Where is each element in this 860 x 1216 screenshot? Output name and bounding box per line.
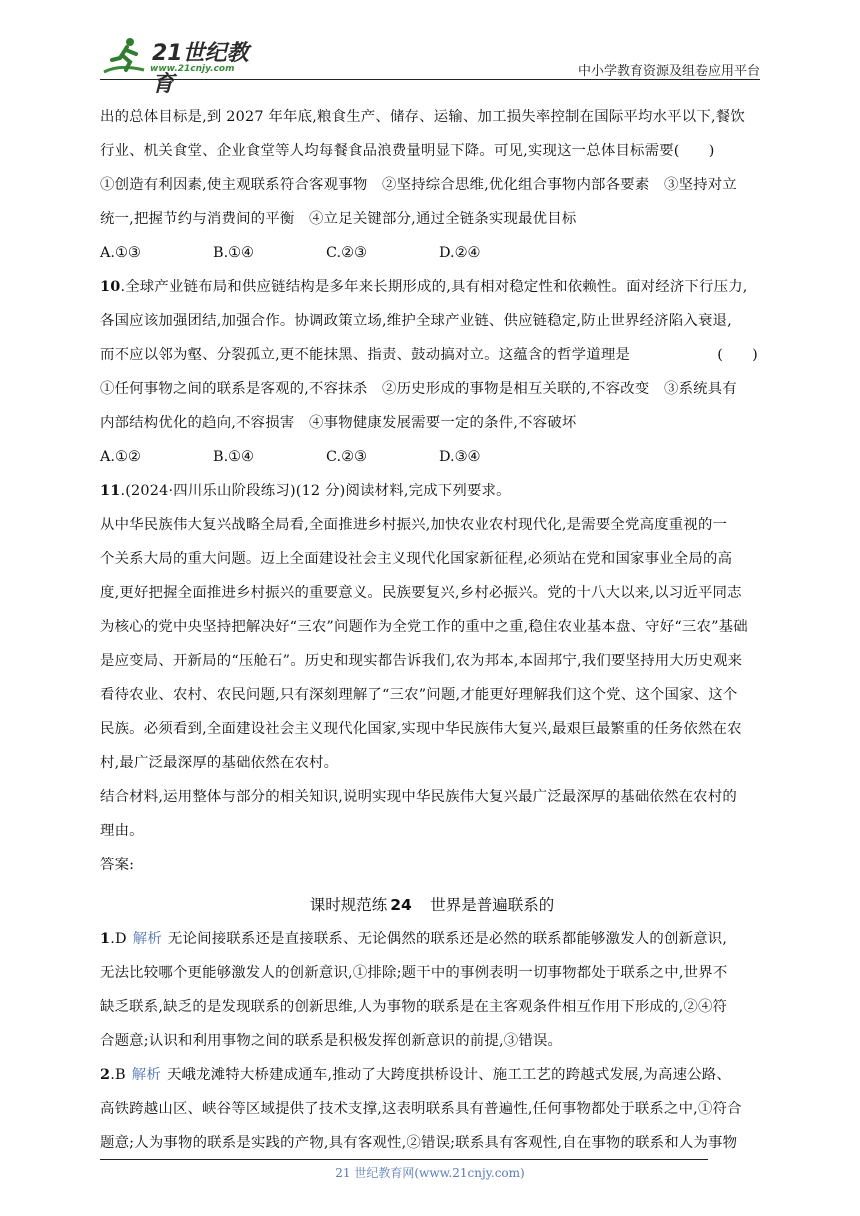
option-d[interactable]: D.②④ — [439, 245, 481, 261]
q9-text-line: 行业、机关食堂、企业食堂等人均每餐食品浪费量明显下降。可见,实现这一总体目标需要( ) — [100, 143, 715, 159]
question-number: 10 — [100, 278, 121, 295]
option-a[interactable]: A.①② — [100, 449, 141, 465]
answer-1-line: 合题意;认识和利用事物之间的联系是积极发挥创新意识的前提,③错误。 — [100, 1033, 563, 1049]
section-title: 课时规范练 24 世界是普遍联系的 — [309, 896, 555, 914]
answer-1-line: 缺乏联系,缺乏的是发现联系的创新思维,人为事物的联系是在主客观条件相互作用下形成的,②④符 — [100, 999, 728, 1015]
option-b[interactable]: B.①④ — [213, 245, 254, 261]
answer-1-line: 无法比较哪个更能够激发人的创新意识,①排除;题干中的事例表明一切事物都处于联系之中,世界不 — [100, 965, 728, 981]
answer-number: 2 — [100, 1066, 111, 1083]
answer-label: 答案: — [100, 857, 135, 873]
q11-requirement-line: 结合材料,运用整体与部分的相关知识,说明实现中华民族伟大复兴最广泛最深厚的基础依然在农村的 — [100, 789, 737, 805]
answer-2-line: 题意;人为事物的联系是实践的产物,具有客观性,②错误;联系具有客观性,自在事物的联系和人为事物 — [100, 1135, 738, 1151]
q9-options — [100, 236, 764, 270]
answer-1-line: 1.D 解析 无论间接联系还是直接联系、无论偶然的联系还是必然的联系都能够激发人的创新意识, — [100, 930, 728, 947]
q11-requirement-line: 理由。 — [100, 823, 144, 839]
footer-divider — [100, 1159, 708, 1160]
q11-material-line: 度,更好把握全面推进乡村振兴的重要意义。民族要复兴,乡村必振兴。党的十八大以来,以习近平同志 — [100, 585, 742, 601]
page-header — [100, 30, 760, 97]
option-c[interactable]: C.②③ — [326, 449, 367, 465]
answer-blank: ( ) — [717, 347, 758, 363]
q10-statements-line: ①任何事物之间的联系是客观的,不容抹杀 ②历史形成的事物是相互关联的,不容改变 ③系统具有 — [100, 381, 737, 397]
document-body — [100, 100, 764, 1160]
page-footer[interactable]: 21 世纪教育网(www.21cnjy.com) — [335, 1166, 525, 1180]
q10-options — [100, 440, 764, 474]
runner-logo-icon — [100, 34, 150, 78]
q11-material-line: 个关系大局的重大问题。迈上全面建设社会主义现代化国家新征程,必须站在党和国家事业全局的高 — [100, 551, 733, 567]
q11-material-line: 民族。必须看到,全面建设社会主义现代化国家,实现中华民族伟大复兴,最艰巨最繁重的任务依然在农 — [100, 721, 742, 737]
q10-stem-line: 各国应该加强团结,加强合作。协调政策立场,维护全球产业链、供应链稳定,防止世界经济陷入衰退, — [100, 313, 732, 329]
q10-statements-line: 内部结构优化的趋向,不容损害 ④事物健康发展需要一定的条件,不容破坏 — [100, 415, 577, 431]
site-logo[interactable] — [100, 34, 260, 97]
question-number: 11 — [100, 482, 121, 499]
answer-2-line: 2.B 解析 天峨龙滩特大桥建成通车,推动了大跨度拱桥设计、施工工艺的跨越式发展,为高速公路、 — [100, 1066, 731, 1083]
q10-stem-line: 10.全球产业链布局和供应链结构是多年来长期形成的,具有相对稳定性和依赖性。面对经济下行压力, — [100, 278, 748, 295]
analysis-label: 解析 — [131, 1067, 161, 1083]
option-c[interactable]: C.②③ — [326, 245, 367, 261]
q9-text-line: 出的总体目标是,到 2027 年年底,粮食生产、储存、运输、加工损失率控制在国际平均水平以下,餐饮 — [100, 109, 745, 125]
option-a[interactable]: A.①③ — [100, 245, 141, 261]
q11-material-line: 为核心的党中央坚持把解决好“三农”问题作为全党工作的重中之重,稳住农业基本盘、守好“三农”基础 — [100, 619, 748, 635]
header-divider — [100, 79, 760, 80]
q11-material-line: 是应变局、开新局的“压舱石”。历史和现实都告诉我们,农为邦本,本固邦宁,我们要坚持用大历史观来 — [100, 653, 743, 669]
q11-material-line: 从中华民族伟大复兴战略全局看,全面推进乡村振兴,加快农业农村现代化,是需要全党高度重视的一 — [100, 517, 728, 533]
option-b[interactable]: B.①④ — [213, 449, 254, 465]
analysis-label: 解析 — [132, 931, 162, 947]
q10-stem-line: 而不应以邻为壑、分裂孤立,更不能抹黑、指责、鼓动搞对立。这蕴含的哲学道理是 ( ) — [100, 338, 764, 372]
platform-name: 中小学教育资源及组卷应用平台 — [577, 64, 760, 79]
q11-material-line: 村,最广泛最深厚的基础依然在农村。 — [100, 755, 339, 771]
logo-text: 21世纪教育 — [152, 41, 249, 97]
logo-url: www.21cnjy.com — [150, 64, 235, 74]
option-d[interactable]: D.③④ — [439, 449, 481, 465]
q11-material-line: 看待农业、农村、农民问题,只有深刻理解了“三农”问题,才能更好理解我们这个党、这个国家、这个 — [100, 687, 738, 703]
q9-statements-line: ①创造有利因素,使主观联系符合客观事物 ②坚持综合思维,优化组合事物内部各要素 ③坚持对立 — [100, 177, 737, 193]
answer-2-line: 高铁跨越山区、峡谷等区域提供了技术支撑,这表明联系具有普遍性,任何事物都处于联系之中,①符合 — [100, 1101, 742, 1117]
answer-number: 1 — [100, 930, 111, 947]
q9-statements-line: 统一,把握节约与消费间的平衡 ④立足关键部分,通过全链条实现最优目标 — [100, 211, 577, 227]
q11-heading: 11.(2024·四川乐山阶段练习)(12 分)阅读材料,完成下列要求。 — [100, 482, 511, 499]
